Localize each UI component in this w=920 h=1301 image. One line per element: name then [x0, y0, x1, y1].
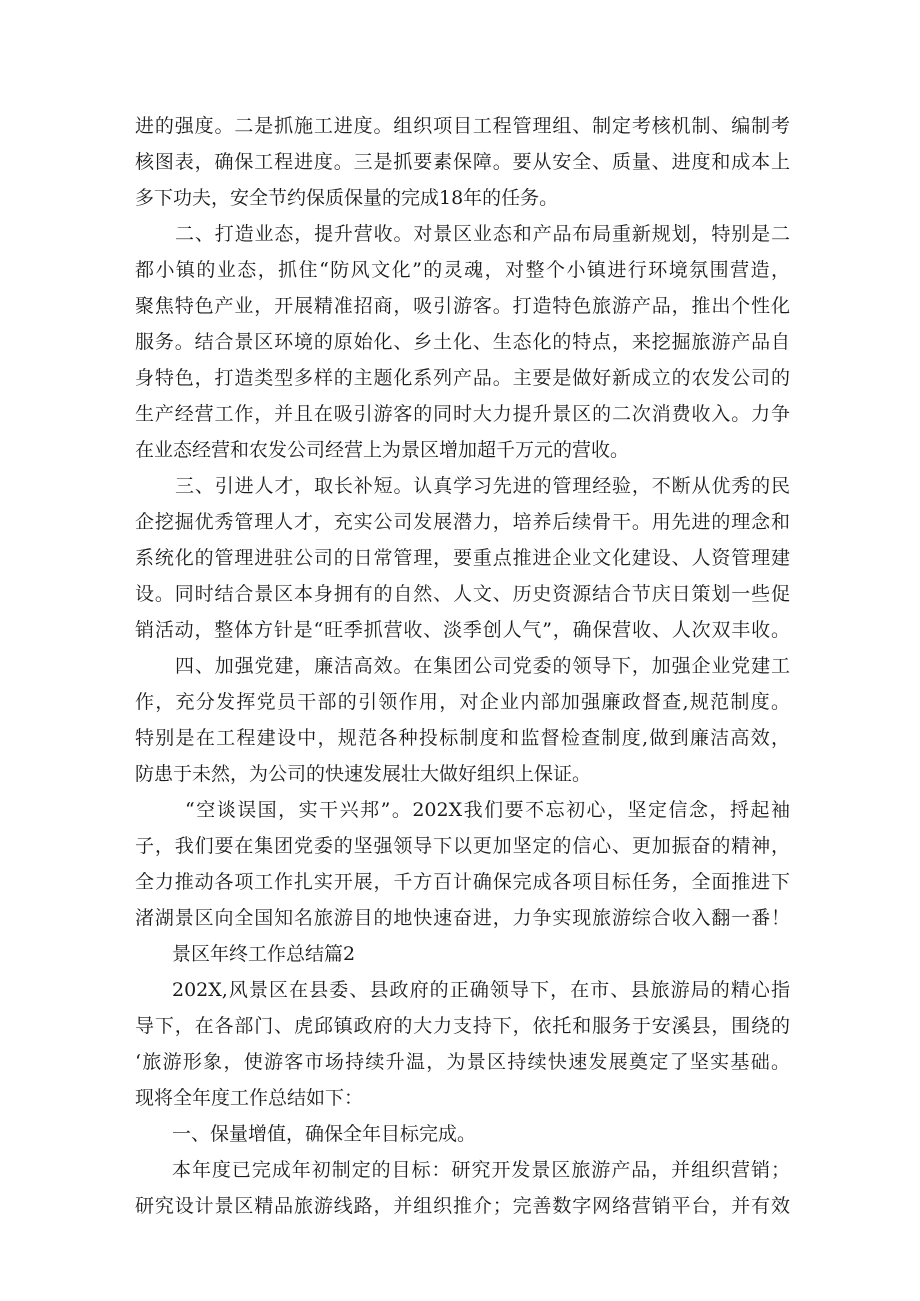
text-line: 聚焦特色产业，开展精准招商，吸引游客。打造特色旅游产品，推出个性化 [135, 295, 790, 317]
text-line: 在业态经营和农发公司经营上为景区增加超千万元的营收。 [135, 439, 630, 461]
text-line: 导下，在各部门、虎邱镇政府的大力支持下，依托和服务于安溪县，围绕的 [135, 1015, 790, 1037]
text-line: 多下功夫，安全节约保质保量的完成18年的任务。 [135, 187, 559, 209]
text-line: 都小镇的业态，抓住“防风文化”的灵魂，对整个小镇进行环境氛围营造， [135, 259, 790, 281]
text-line: 服务。结合景区环境的原始化、乡土化、生态化的特点，来挖掘旅游产品自 [135, 331, 790, 353]
text-line: 核图表，确保工程进度。三是抓要素保障。要从安全、质量、进度和成本上 [135, 151, 790, 173]
text-line: 系统化的管理进驻公司的日常管理，要重点推进企业文化建设、人资管理建 [135, 547, 790, 569]
text-line: 企挖掘优秀管理人才，充实公司发展潜力，培养后续骨干。用先进的理念和 [135, 511, 790, 533]
text-line: 现将全年度工作总结如下： [135, 1087, 364, 1109]
paragraph-heading-line: 三、引进人才，取长补短。认真学习先进的管理经验，不断从优秀的民 [175, 475, 790, 497]
text-line: 防患于未然，为公司的快速发展壮大做好组织上保证。 [135, 763, 592, 785]
text-line: 本年度已完成年初制定的目标：研究开发景区旅游产品，并组织营销； [172, 1159, 790, 1181]
text-line: 销活动，整体方针是“旺季抓营收、淡季创人气”，确保营收、人次双丰收。 [135, 619, 790, 641]
paragraph-heading-line: 二、打造业态，提升营收。对景区业态和产品布局重新规划，特别是二 [175, 223, 790, 245]
text-line: 生产经营工作，并且在吸引游客的同时大力提升景区的二次消费收入。力争 [135, 403, 790, 425]
text-line: 全力推动各项工作扎实开展，千方百计确保完成各项目标任务，全面推进下 [135, 871, 790, 893]
paragraph-heading-line: 一、保量增值，确保全年目标完成。 [172, 1123, 477, 1145]
text-line: ‘旅游形象，使游客市场持续升温，为景区持续快速发展奠定了坚实基础。 [135, 1051, 790, 1073]
text-line: 作，充分发挥党员干部的引领作用，对企业内部加强廉政督查,规范制度。 [135, 691, 790, 713]
text-line: 渚湖景区向全国知名旅游目的地快速奋进，力争实现旅游综合收入翻一番！ [135, 907, 790, 929]
text-line: “空谈误国，实干兴邦”。202X我们要不忘初心，坚定信念，捋起袖 [185, 799, 790, 821]
text-line: 202X,风景区在县委、县政府的正确领导下，在市、县旅游局的精心指 [172, 979, 790, 1001]
text-line: 子，我们要在集团党委的坚强领导下以更加坚定的信心、更加振奋的精神， [135, 835, 790, 857]
text-line: 身特色，打造类型多样的主题化系列产品。主要是做好新成立的农发公司的 [135, 367, 790, 389]
text-line: 特别是在工程建设中，规范各种投标制度和监督检查制度,做到廉洁高效， [135, 727, 790, 749]
section-title: 景区年终工作总结篇2 [172, 943, 356, 965]
text-line: 研究设计景区精品旅游线路，并组织推介；完善数字网络营销平台，并有效 [135, 1195, 790, 1217]
text-line: 进的强度。二是抓施工进度。组织项目工程管理组、制定考核机制、编制考 [135, 115, 790, 137]
paragraph-heading-line: 四、加强党建，廉洁高效。在集团公司党委的领导下，加强企业党建工 [175, 655, 790, 677]
text-line: 设。同时结合景区本身拥有的自然、人文、历史资源结合节庆日策划一些促 [135, 583, 790, 605]
